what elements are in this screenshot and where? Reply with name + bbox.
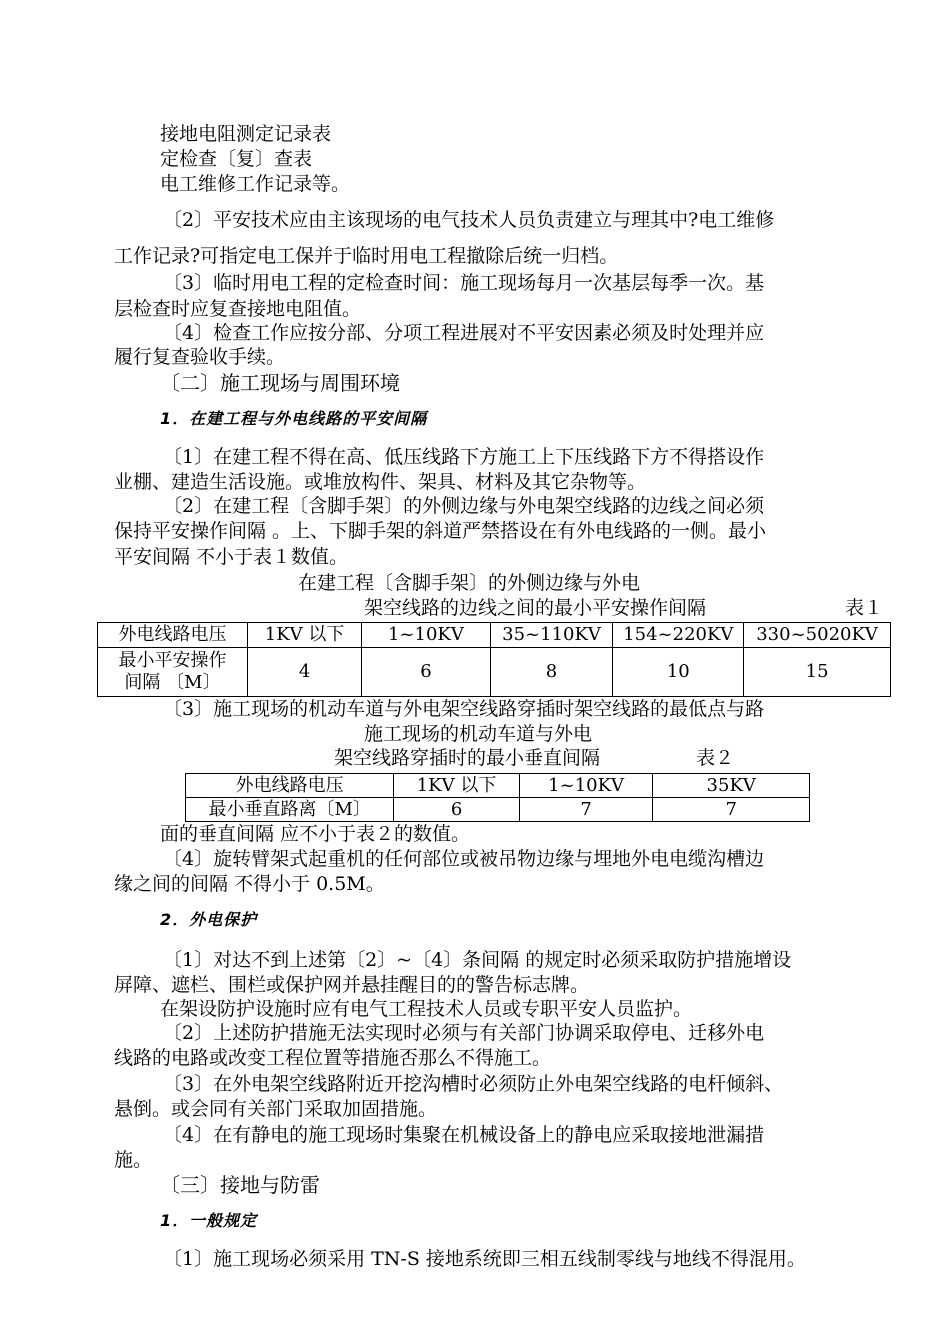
table-cell: 最小垂直路离〔M〕: [186, 798, 394, 822]
cell-line: 最小平安操作: [118, 650, 227, 671]
table-cell: [98, 648, 248, 697]
text-line: 〔4〕检查工作应按分部、分项工程进展对不平安因素必须及时处理并应: [163, 322, 765, 344]
table-row: [186, 798, 810, 822]
subsection-heading: 1．一般规定: [160, 1211, 258, 1230]
text-line: 〔4〕旋转臂架式起重机的任何部位或被吊物边缘与埋地外电电缆沟槽边: [163, 848, 765, 870]
text-line: 〔1〕对达不到上述第〔2〕~〔4〕条间隔 的规定时必须采取防护措施增设: [163, 949, 792, 971]
table2-caption-line2: 架空线路穿插时的最小垂直间隔: [334, 747, 601, 769]
text-line: 〔2〕上述防护措施无法实现时必须与有关部门协调采取停电、迁移外电: [163, 1022, 765, 1044]
text-line: 在架设防护设施时应有电气工程技术人员或专职平安人员监护。: [160, 998, 693, 1020]
table1-caption-line2: 架空线路的边线之间的最小平安操作间隔: [364, 597, 707, 619]
table-cell: 6: [394, 798, 519, 822]
text-line: 线路的电路或改变工程位置等措施否那么不得施工。: [114, 1047, 552, 1069]
text-line: 屏障、遮栏、围栏或保护网并悬挂醒目的的警告标志牌。: [114, 974, 590, 996]
table-row: [98, 623, 891, 648]
table-cell: 7: [519, 798, 653, 822]
table-cell: 8: [490, 648, 613, 697]
table-cell: 1~10KV: [519, 774, 653, 798]
table-cell: 7: [653, 798, 810, 822]
cell-line: 间隔 〔M〕: [124, 672, 221, 693]
table-cell: 10: [613, 648, 744, 697]
text-line: 履行复查验收手续。: [114, 346, 286, 368]
table1-number: 表１: [845, 597, 884, 619]
text-line: 平安间隔 不小于表１数值。: [114, 546, 349, 568]
table-cell: 6: [362, 648, 490, 697]
text-line: 面的垂直间隔 应不小于表２的数值。: [160, 823, 471, 845]
text-line: 〔3〕施工现场的机动车道与外电架空线路穿插时架空线路的最低点与路: [163, 698, 765, 720]
text-line: 接地电阻测定记录表: [160, 123, 332, 145]
table-cell: 外电线路电压: [186, 774, 394, 798]
text-line: 保持平安操作间隔 。上、下脚手架的斜道严禁搭设在有外电线路的一侧。最小: [114, 520, 767, 542]
table-cell: 35KV: [653, 774, 810, 798]
table-row: [98, 648, 891, 697]
table-cell: 外电线路电压: [98, 623, 248, 648]
table-cell: 35~110KV: [490, 623, 613, 648]
table2-number: 表２: [696, 747, 735, 769]
text-line: 〔1〕施工现场必须采用 TN-S 接地系统即三相五线制零线与地线不得混用。: [163, 1248, 806, 1270]
table-2: [185, 773, 810, 822]
table1-caption-line1: 在建工程〔含脚手架〕的外侧边缘与外电: [298, 572, 641, 594]
table-cell: 154~220KV: [613, 623, 744, 648]
text-line: 定检查〔复〕查表: [160, 148, 313, 170]
section-heading: 〔三〕接地与防雷: [160, 1173, 320, 1197]
table-cell: 1KV 以下: [394, 774, 519, 798]
table-1: [97, 622, 891, 697]
table-cell: 1~10KV: [362, 623, 490, 648]
table-cell: 1KV 以下: [248, 623, 362, 648]
text-line: 〔3〕在外电架空线路附近开挖沟槽时必须防止外电架空线路的电杆倾斜、: [163, 1073, 784, 1095]
text-line: 缘之间的间隔 不得小于 0.5M。: [114, 873, 385, 895]
text-line: 〔2〕平安技术应由主该现场的电气技术人员负责建立与理其中?电工维修: [163, 209, 775, 231]
text-line: 电工维修工作记录等。: [160, 173, 351, 195]
text-line: 〔1〕在建工程不得在高、低压线路下方施工上下压线路下方不得搭设作: [163, 446, 765, 468]
section-heading: 〔二〕施工现场与周围环境: [160, 371, 400, 395]
text-line: 业棚、建造生活设施。或堆放构件、架具、材料及其它杂物等。: [114, 471, 647, 493]
text-line: 〔2〕在建工程〔含脚手架〕的外侧边缘与外电架空线路的边线之间必须: [163, 495, 765, 517]
table-cell: 4: [248, 648, 362, 697]
text-line: 层检查时应复查接地电阻值。: [114, 298, 362, 320]
text-line: 〔4〕在有静电的施工现场时集聚在机械设备上的静电应采取接地泄漏措: [163, 1124, 765, 1146]
text-line: 工作记录?可指定电工保并于临时用电工程撤除后统一归档。: [114, 245, 619, 267]
text-line: 施。: [114, 1149, 153, 1171]
text-line: 〔3〕临时用电工程的定检查时间：施工现场每月一次基层每季一次。基: [163, 272, 765, 294]
text-line: 悬倒。或会同有关部门采取加固措施。: [114, 1098, 438, 1120]
table-row: [186, 774, 810, 798]
table2-caption-line1: 施工现场的机动车道与外电: [364, 723, 593, 745]
table-cell: 330~5020KV: [744, 623, 891, 648]
table-cell: 15: [744, 648, 891, 697]
subsection-heading: 1．在建工程与外电线路的平安间隔: [160, 409, 428, 428]
subsection-heading: 2．外电保护: [160, 910, 258, 929]
